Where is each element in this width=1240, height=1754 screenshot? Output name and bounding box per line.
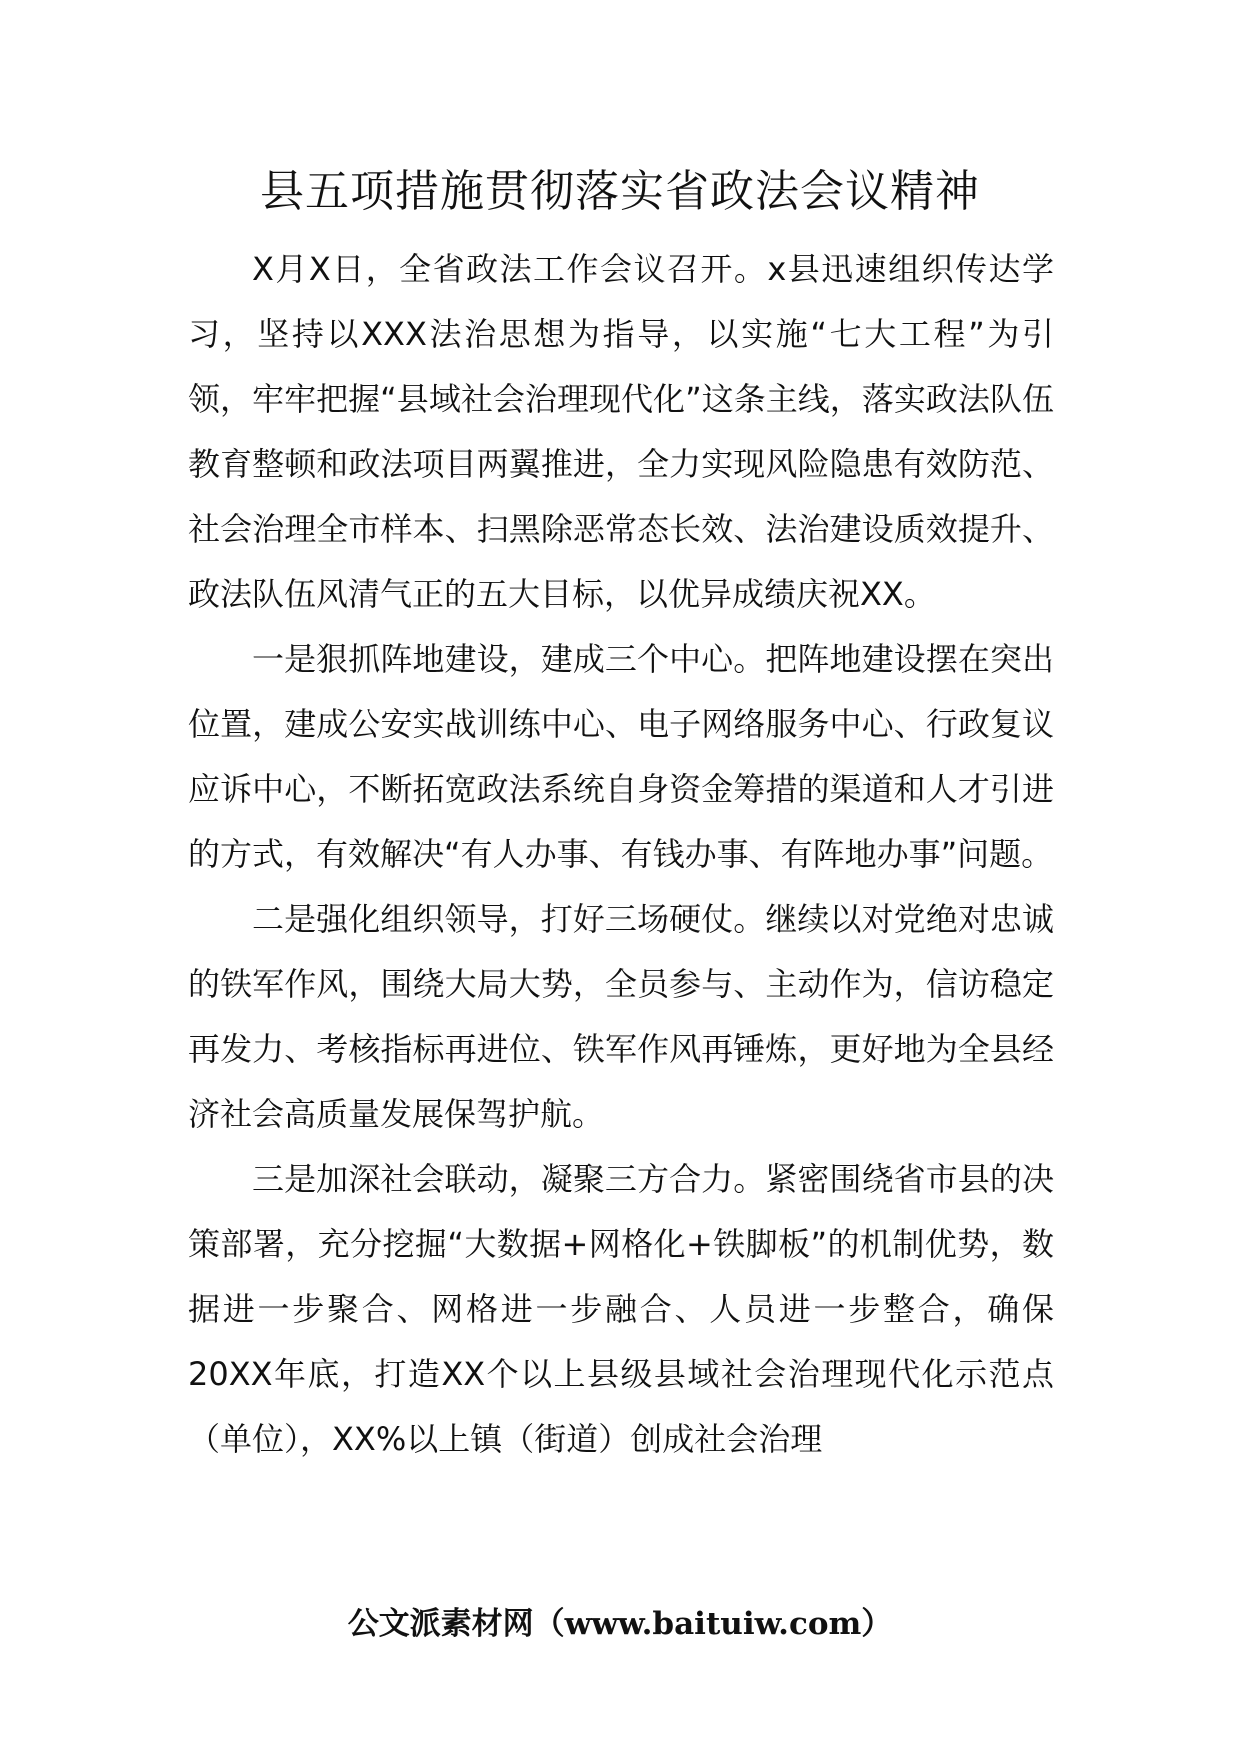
document-body [188,237,1054,1472]
paragraph-intro: X月X日，全省政法工作会议召开。x县迅速组织传达学习，坚持以XXX法治思想为指导，以实施“七大工程”为引领，牢牢把握“县域社会治理现代化”这条主线，落实政法队伍教育整顿和政法项目两翼推进，全力实现风险隐患有效防范、社会治理全市样本、扫黑除恶常态长效、法治建设质效提升、政法队伍风清气正的五大目标，以优异成绩庆祝XX。 [188,250,1054,613]
paragraph-measure-two: 二是强化组织领导，打好三场硬仗。继续以对党绝对忠诚的铁军作风，围绕大局大势，全员参与、主动作为，信访稳定再发力、考核指标再进位、铁军作风再锤炼，更好地为全县经济社会高质量发展保驾护航。 [188,900,1054,1133]
paragraph-measure-three: 三是加深社会联动，凝聚三方合力。紧密围绕省市县的决策部署，充分挖掘“大数据+网格化+铁脚板”的机制优势，数据进一步聚合、网格进一步融合、人员进一步整合，确保20XX年底，打造XX个以上县级县域社会治理现代化示范点（单位），XX%以上镇（街道）创成社会治理 [188,1160,1054,1458]
footer-watermark: 公文派素材网（www.baituiw.com） [347,1606,893,1642]
document-title: 县五项措施贯彻落实省政法会议精神 [260,166,980,217]
paragraph-measure-one: 一是狠抓阵地建设，建成三个中心。把阵地建设摆在突出位置，建成公安实战训练中心、电子网络服务中心、行政复议应诉中心，不断拓宽政法系统自身资金筹措的渠道和人才引进的方式，有效解决“有人办事、有钱办事、有阵地办事”问题。 [188,640,1054,873]
